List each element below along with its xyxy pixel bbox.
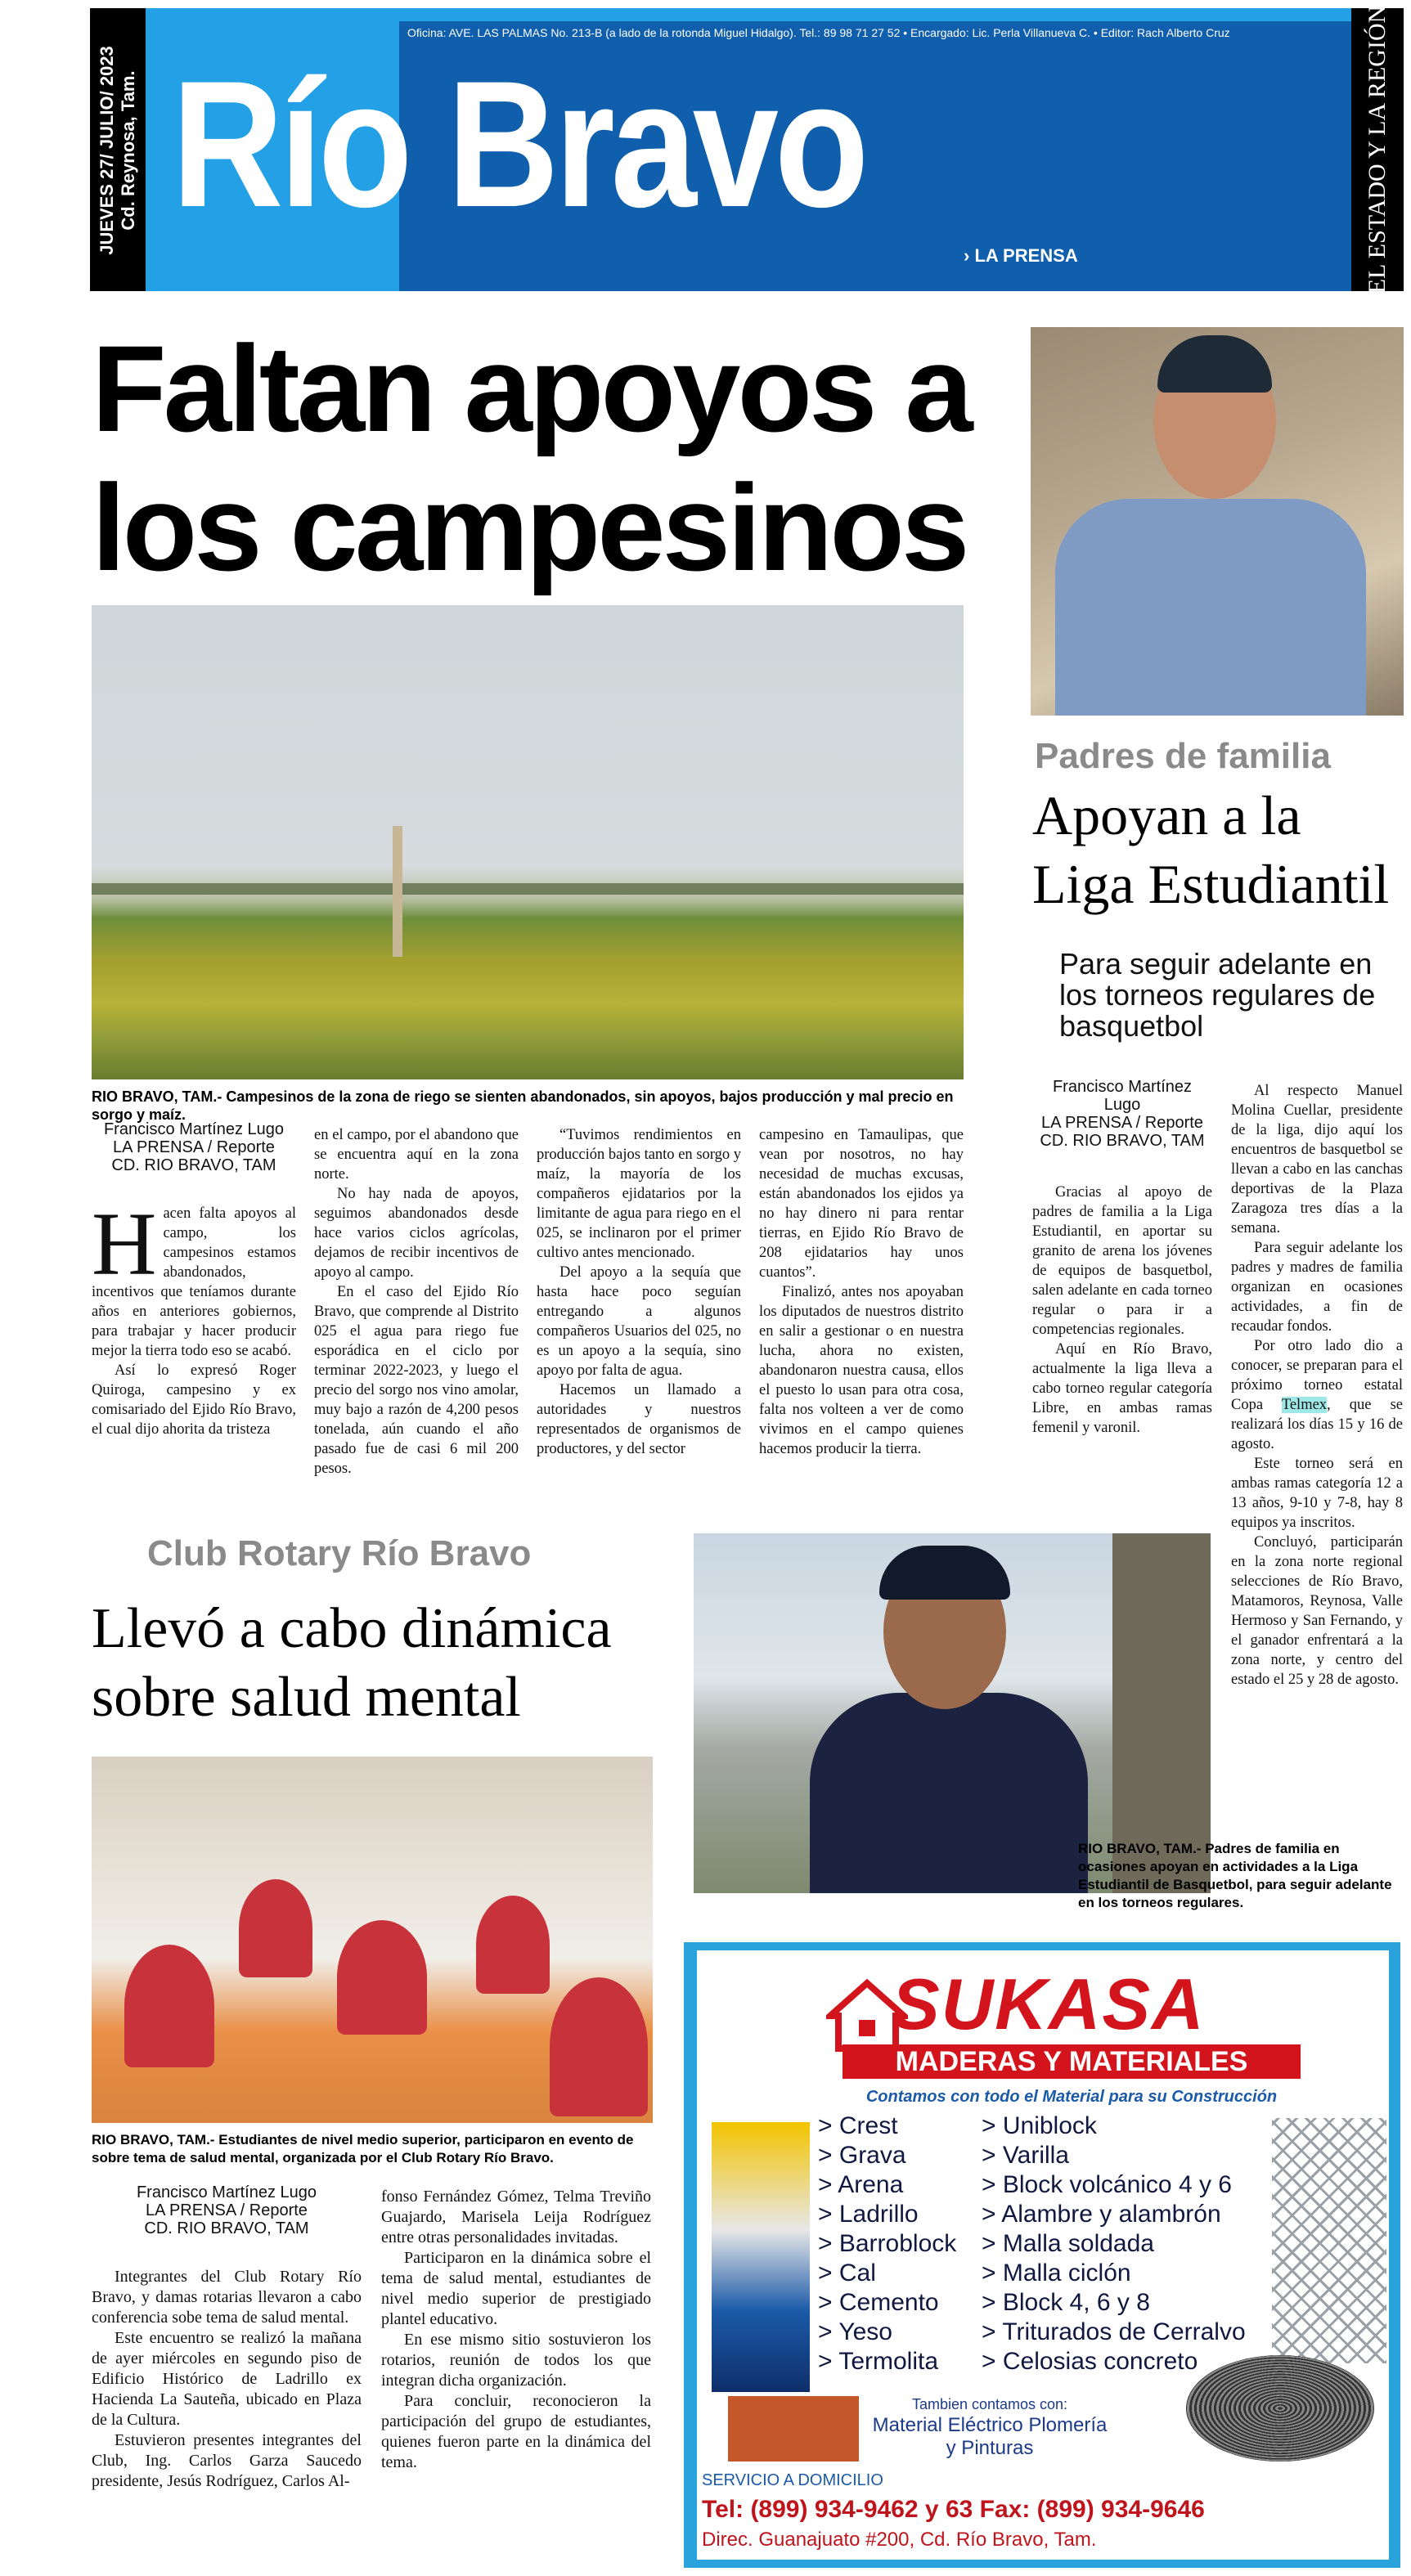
man-cap bbox=[879, 1546, 1010, 1600]
byline-outlet: LA PRENSA / Reporte bbox=[1041, 1114, 1203, 1132]
also-available-items: Material Eléctrico Plomería y Pinturas bbox=[872, 2414, 1108, 2459]
field-post bbox=[393, 826, 402, 957]
byline-outlet: LA PRENSA / Reporte bbox=[113, 1138, 275, 1156]
sukasa-tagline: Contamos con todo el Material para su Construcción bbox=[865, 2088, 1278, 2106]
liga-column-2 bbox=[1231, 1081, 1403, 1690]
also-available-label: Tambien contamos con: bbox=[911, 2396, 1068, 2412]
field-tree-line bbox=[92, 883, 964, 895]
home-delivery: SERVICIO A DOMICILIO bbox=[702, 2471, 883, 2489]
byline-location: CD. RIO BRAVO, TAM bbox=[144, 2219, 309, 2237]
liga-column-1 bbox=[1032, 1078, 1212, 1438]
field-photo bbox=[92, 605, 964, 1079]
main-column-4 bbox=[759, 1125, 964, 1459]
list-item: > Termolita bbox=[818, 2348, 939, 2375]
old-man-shirt bbox=[1055, 499, 1366, 716]
section-label bbox=[1351, 5, 1404, 294]
paragraph: Aquí en Río Bravo, actualmente la liga lleva a cabo torneo regular categoría Libre, en ambas ramas femenil y varonil. bbox=[1032, 1341, 1212, 1436]
main-column-1 bbox=[92, 1120, 296, 1439]
cement-bags bbox=[712, 2122, 810, 2392]
list-item: > Celosias concreto bbox=[982, 2348, 1198, 2375]
list-item: > Cal bbox=[818, 2260, 876, 2287]
list-item: > Varilla bbox=[982, 2142, 1069, 2169]
list-item: > Block 4, 6 y 8 bbox=[982, 2289, 1150, 2316]
list-item: > Malla ciclón bbox=[982, 2260, 1131, 2287]
paragraph: Por otro lado dio a conocer, se preparan para el próximo torneo estatal Copa Telmex, que se realizará los días 15 y 16 de agosto. bbox=[1231, 1338, 1404, 1452]
section-label-text: EL ESTADO Y LA REGIÓN bbox=[1364, 5, 1391, 294]
paragraph: “Tuvimos rendimientos en producción bajos tanto en sorgo y maíz, la mayoría de los compañeros ejidatarios por la limitante de agua para riego en el 025, se inclinaron por el primer cultivo antes mencionado. bbox=[537, 1127, 741, 1261]
paragraph: Participaron en la dinámica sobre el tema de salud mental, estudiantes de nivel medio superior de prestigiado plantel educativo. bbox=[381, 2249, 651, 2328]
student bbox=[337, 1920, 427, 2035]
byline-author: Francisco Martínez Lugo bbox=[136, 2183, 317, 2201]
paragraph: Hacemos un llamado a autoridades y nuestros representados de organismos de productores, y del sector bbox=[537, 1382, 741, 1457]
dropcap: H bbox=[92, 1194, 157, 1294]
masthead-brand: › LA PRENSA bbox=[964, 245, 1078, 266]
masthead-office-info: Oficina: AVE. LAS PALMAS No. 213-B (a lado de la rotonda Miguel Hidalgo). Tel.: 89 98 71 27 52 • Encargado: Lic. Perla Villanueva C. • Editor: Rach Alberto Cruz bbox=[407, 26, 1230, 39]
rotary-byline bbox=[92, 2183, 362, 2237]
ad-address: Direc. Guanajuato #200, Cd. Río Bravo, Tam. bbox=[702, 2529, 1097, 2551]
paragraph: campesino en Tamaulipas, que vean por nosotros, no hay necesidad de muchas excusas, están abandonados los ejidos ya no hay dinero ni para rentar tierras, en Ejido Río Bravo de 208 ejidatarios hay unos cuantos”. bbox=[759, 1127, 964, 1281]
liga-body-1 bbox=[1032, 1183, 1212, 1438]
byline-author: Francisco Martínez bbox=[1052, 1078, 1193, 1096]
list-item: > Barroblock bbox=[818, 2230, 957, 2257]
byline-outlet: LA PRENSA / Reporte bbox=[146, 2201, 308, 2219]
byline-location: CD. RIO BRAVO, TAM bbox=[1040, 1132, 1205, 1150]
rotary-body-1 bbox=[92, 2267, 362, 2492]
student bbox=[124, 1945, 214, 2067]
list-item: > Ladrillo bbox=[818, 2201, 919, 2228]
paragraph: En el caso del Ejido Río Bravo, que comprende al Distrito 025 el agua para riego fue esporádica en el ciclo por terminar 2022-2023, y luego el precio del sorgo nos vino amolar, muy bajo a razón de 4,200 pesos tonelada, aún cuando el año pasado fue de casi 6 mil 200 pesos. bbox=[314, 1284, 519, 1477]
list-item: > Crest bbox=[818, 2112, 898, 2139]
byline-author-2: Lugo bbox=[1103, 1096, 1141, 1114]
tree-trunk bbox=[1112, 1533, 1211, 1893]
list-item: > Block volcánico 4 y 6 bbox=[982, 2171, 1232, 2198]
field-photo-caption: RIO BRAVO, TAM.- Campesinos de la zona de riego se sienten abandonados, sin apoyos, bajos producción y mal precio en sorgo y maíz. bbox=[92, 1088, 954, 1123]
masthead-date-block bbox=[92, 11, 144, 289]
paragraph: acen falta apoyos al campo, los campesinos estamos abandonados, incentivos que teníamos durante años en anteriores gobiernos, para trabajar y hacer producir mejor la tierra todo eso se acabó. bbox=[92, 1205, 296, 1359]
list-item: > Triturados de Cerralvo bbox=[982, 2318, 1246, 2345]
main-column-3 bbox=[537, 1125, 741, 1459]
sukasa-logo: SUKASA bbox=[892, 1963, 1206, 2044]
rotary-column-1 bbox=[92, 2183, 362, 2492]
list-item: > Yeso bbox=[818, 2318, 892, 2345]
list-item: > Uniblock bbox=[982, 2112, 1097, 2139]
list-item: > Alambre y alambrón bbox=[982, 2201, 1221, 2228]
masthead-date: JUEVES 27/ JULIO/ 2023 bbox=[97, 46, 117, 255]
student bbox=[550, 1977, 648, 2116]
list-item: > Grava bbox=[818, 2142, 906, 2169]
list-item: > Cemento bbox=[818, 2289, 939, 2316]
list-item: > Malla soldada bbox=[982, 2230, 1154, 2257]
man-shirt bbox=[810, 1693, 1088, 1893]
liga-byline bbox=[1032, 1078, 1212, 1150]
highlighted-word: Telmex bbox=[1281, 1397, 1328, 1413]
rotary-column-2 bbox=[381, 2187, 651, 2473]
paragraph: fonso Fernández Gómez, Telma Treviño Guajardo, Marisela Leija Rodríguez entre otras personalidades invitadas. bbox=[381, 2188, 651, 2246]
liga-subhead: Para seguir adelante en los torneos regulares de basquetbol bbox=[1059, 947, 1376, 1043]
paragraph: Así lo expresó Roger Quiroga, campesino y ex comisariado del Ejido Río Bravo, el cual dijo ahorita da tristeza bbox=[92, 1362, 296, 1438]
byline-location: CD. RIO BRAVO, TAM bbox=[111, 1156, 276, 1174]
masthead-stripe bbox=[146, 8, 1351, 21]
paragraph: Este encuentro se realizó la mañana de ayer miércoles en segundo piso de Edificio Histórico de Ladrillo ex Hacienda La Sauteña, ubicado en Plaza de la Cultura. bbox=[92, 2329, 362, 2429]
main-body-1 bbox=[92, 1194, 296, 1439]
paragraph: Finalizó, antes nos apoyaban los diputados de nuestros distrito en salir a gestionar o en nuestra lucha, ahora no existen, abandonaron nuestra causa, ellos el puesto lo usan para otra cosa, falta nos volteen a ver de como vivimos en el campo quienes hacemos producir la tierra. bbox=[759, 1284, 964, 1457]
masthead-city: Cd. Reynosa, Tam. bbox=[118, 70, 138, 231]
bricks bbox=[728, 2396, 859, 2462]
rotary-headline: Llevó a cabo dinámica sobre salud mental bbox=[92, 1597, 612, 1729]
materials-list-right bbox=[982, 2112, 1246, 2376]
chain-link-fence bbox=[1272, 2118, 1386, 2363]
paragraph: Del apoyo a la sequía que hasta hace poco seguían entregando a algunos compañeros Usuarios del 025, no es un apoyo a la sequía, sino apoyo por falta de agua. bbox=[537, 1264, 741, 1379]
masthead-title: Río Bravo bbox=[172, 43, 865, 245]
paragraph: No hay nada de apoyos, seguimos abandonados desde hace varios ciclos agrícolas, dejamos de recibir incentivos de apoyo al campo. bbox=[314, 1186, 519, 1281]
sukasa-subtitle: MADERAS Y MATERIALES bbox=[843, 2044, 1301, 2079]
list-item: > Arena bbox=[818, 2171, 904, 2198]
rotary-photo-caption: RIO BRAVO, TAM.- Estudiantes de nivel medio superior, participaron en evento de sobre tema de salud mental, organizada por el Club Rotary Río Bravo. bbox=[92, 2132, 634, 2165]
paragraph: Estuvieron presentes integrantes del Club, Ing. Carlos Garza Saucedo presidente, Jesús Rodríguez, Carlos Al- bbox=[92, 2431, 362, 2490]
byline-author: Francisco Martínez Lugo bbox=[103, 1120, 285, 1138]
student bbox=[239, 1879, 312, 1977]
ad-phone: Tel: (899) 934-9462 y 63 Fax: (899) 934-9646 bbox=[702, 2496, 1205, 2523]
paragraph: en el campo, por el abandono que se encuentra aquí en la zona norte. bbox=[314, 1127, 519, 1183]
paragraph: Concluyó, participarán en la zona norte regional selecciones de Río Bravo, Matamoros, Reynosa, Valle Hermoso y San Fernando, y el ganador enfrentará a la zona norte, y centro del estado el 25 y 28 de agosto. bbox=[1231, 1534, 1403, 1688]
liga-headline: Apoyan a la Liga Estudiantil bbox=[1032, 784, 1390, 915]
main-byline bbox=[92, 1120, 296, 1174]
paragraph: Integrantes del Club Rotary Río Bravo, y damas rotarias llevaron a cabo conferencia sobe tema de salud mental. bbox=[92, 2268, 362, 2327]
students-photo bbox=[92, 1757, 653, 2123]
paragraph: Gracias al apoyo de padres de familia a la Liga Estudiantil, en aportar su granito de arena los jóvenes de equipos de basquetbol, salen adelante en cada torneo regular o para ir a competencias regionales. bbox=[1032, 1184, 1212, 1338]
paragraph: En ese mismo sitio sostuvieron los rotarios, reunión de todos los que integran dicha organización. bbox=[381, 2331, 651, 2390]
paragraph: Para concluir, reconocieron la participación del grupo de estudiantes, quienes fueron parte en la dinámica del tema. bbox=[381, 2392, 651, 2471]
liga-photo-caption: RIO BRAVO, TAM.- Padres de familia en ocasiones apoyan en actividades a la Liga Estudiantil de Basquetbol, para seguir adelante en los torneos regulares. bbox=[1078, 1841, 1392, 1910]
student bbox=[476, 1896, 550, 1994]
rotary-kicker: Club Rotary Río Bravo bbox=[147, 1533, 532, 1573]
main-headline: Faltan apoyos a los campesinos bbox=[92, 320, 970, 596]
paragraph: Al respecto Manuel Molina Cuellar, presidente de la liga, dijo aquí los encuentros de basquetbol se llevan a cabo en las canchas deportivas de la Plaza Zaragoza tres días a la semana. bbox=[1231, 1083, 1403, 1236]
liga-kicker: Padres de familia bbox=[1035, 736, 1331, 776]
main-column-2 bbox=[314, 1125, 519, 1479]
paragraph: Este torneo será en ambas ramas categoría 12 a 13 años, 9-10 y 7-8, hay 8 equipos ya inscritos. bbox=[1231, 1456, 1403, 1531]
paragraph: Para seguir adelante los padres y madres de familia organizan en ocasiones actividades, a fin de recaudar fondos. bbox=[1231, 1240, 1403, 1335]
materials-list-left bbox=[818, 2112, 956, 2376]
